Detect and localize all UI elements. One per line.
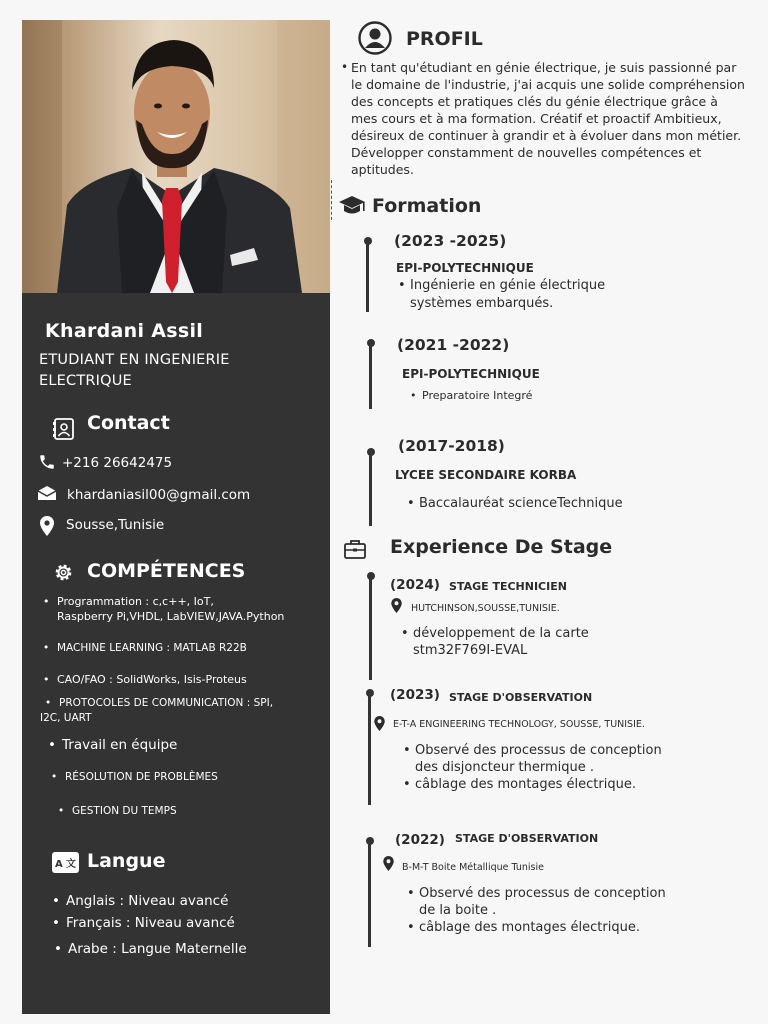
skills-heading: COMPÉTENCES — [87, 560, 246, 582]
experience-title: STAGE D'OBSERVATION — [449, 691, 593, 704]
sidebar — [22, 20, 330, 1014]
skill-item: • MACHINE LEARNING : MATLAB R22B — [57, 642, 247, 654]
skill-item: • PROTOCOLES DE COMMUNICATION : SPI, — [59, 697, 273, 709]
formation-institution: EPI-POLYTECHNIQUE — [402, 367, 540, 381]
experience-place: B-M-T Boite Métallique Tunisie — [402, 862, 544, 873]
profile-photo — [22, 20, 330, 293]
skill-item: • RÉSOLUTION DE PROBLÈMES — [65, 771, 218, 783]
timeline-line — [369, 450, 372, 526]
profile-bullet: • — [341, 60, 349, 74]
person-name: Khardani Assil — [45, 320, 204, 342]
language-item: • Anglais : Niveau avancé — [66, 893, 228, 909]
location-pin-icon — [374, 716, 385, 731]
formation-heading: Formation — [372, 195, 482, 217]
skill-item: • CAO/FAO : SolidWorks, Isis-Proteus — [57, 672, 247, 687]
skill-item-continued: I2C, UART — [40, 712, 92, 724]
section-divider — [331, 180, 332, 220]
person-title-line1: ETUDIANT EN INGENIERIE — [39, 352, 230, 368]
timeline-line — [366, 240, 369, 312]
experience-title: STAGE TECHNICIEN — [449, 580, 567, 593]
profile-line: En tant qu'étudiant en génie électrique, je suis passionné par — [351, 60, 737, 75]
experience-detail: • Observé des processus de conception — [419, 885, 666, 902]
profile-text — [351, 59, 766, 178]
briefcase-icon — [344, 540, 366, 559]
svg-text:文: 文 — [66, 859, 76, 870]
formation-institution: EPI-POLYTECHNIQUE — [396, 261, 534, 275]
phone-icon — [38, 453, 56, 471]
timeline-line — [369, 574, 372, 680]
language-heading: Langue — [87, 850, 166, 872]
contact-location: Sousse,Tunisie — [66, 517, 165, 533]
contact-phone: +216 26642475 — [62, 455, 173, 471]
skill-item: • Travail en équipe — [62, 737, 177, 753]
skill-item-continued: Raspberry Pi,VHDL, LabVIEW,JAVA.Python — [57, 610, 285, 623]
experience-title: STAGE D'OBSERVATION — [455, 832, 599, 845]
formation-years: (2023 -2025) — [394, 232, 507, 250]
svg-text:A: A — [55, 859, 63, 870]
experience-detail: • câblage des montages électrique. — [419, 919, 640, 936]
experience-detail: • développement de la carte — [413, 625, 589, 642]
formation-institution: LYCEE SECONDAIRE KORBA — [395, 468, 577, 482]
profile-line: Développer constamment de nouvelles compétences et — [351, 145, 702, 160]
location-pin-icon — [40, 516, 54, 536]
formation-detail: • Preparatoire Integré — [422, 389, 532, 402]
experience-detail-continued: de la boite . — [419, 903, 497, 918]
language-item: • Français : Niveau avancé — [66, 915, 235, 931]
experience-detail: • câblage des montages électrique. — [415, 776, 636, 793]
profile-line: le domaine de l'industrie, j'ai acquis une solide compréhension — [351, 77, 745, 92]
profile-line: désireux de continuer à grandir et à évoluer dans mon métier. — [351, 128, 742, 143]
skill-item: • Programmation : c,c++, IoT, — [57, 594, 214, 609]
location-pin-icon — [383, 856, 394, 871]
person-title-line2: ELECTRIQUE — [39, 373, 132, 389]
experience-place: HUTCHINSON,SOUSSE,TUNISIE. — [411, 603, 560, 614]
experience-detail-continued: des disjoncteur thermique . — [415, 760, 595, 775]
contact-email: khardaniasil00@gmail.com — [67, 487, 251, 503]
formation-detail: • Ingénierie en génie électrique — [410, 277, 605, 294]
portrait-illustration — [22, 20, 330, 293]
contact-heading: Contact — [87, 412, 170, 434]
experience-year: (2023) — [390, 687, 440, 703]
profile-heading: PROFIL — [406, 28, 483, 50]
experience-place: E-T-A ENGINEERING TECHNOLOGY, SOUSSE, TUNISIE. — [393, 719, 645, 730]
language-item: • Arabe : Langue Maternelle — [68, 941, 247, 957]
profile-line: des concepts et pratiques clés du génie électrique grâce à — [351, 94, 718, 109]
formation-detail: • Baccalauréat scienceTechnique — [419, 495, 623, 512]
profile-line: aptitudes. — [351, 162, 414, 177]
experience-detail-continued: stm32F769I-EVAL — [413, 643, 528, 658]
experience-detail: • Observé des processus de conception — [415, 742, 662, 759]
email-icon — [37, 485, 57, 501]
experience-year: (2022) — [395, 832, 445, 848]
profile-line: mes cours et à ma formation. Créatif et proactif Ambitieux, — [351, 111, 722, 126]
contact-card-icon — [53, 417, 75, 441]
formation-detail-continued: systèmes embarqués. — [410, 296, 554, 311]
timeline-line — [368, 691, 371, 805]
location-pin-icon — [391, 598, 402, 613]
experience-heading: Experience De Stage — [390, 536, 613, 558]
formation-years: (2017-2018) — [398, 437, 505, 455]
user-circle-icon — [358, 21, 392, 55]
gear-icon — [52, 561, 75, 584]
experience-year: (2024) — [390, 577, 440, 593]
translate-icon — [52, 852, 79, 873]
formation-years: (2021 -2022) — [397, 336, 510, 354]
timeline-line — [368, 839, 371, 947]
skill-item: • GESTION DU TEMPS — [72, 805, 177, 817]
graduation-cap-icon — [338, 195, 366, 217]
timeline-line — [369, 341, 372, 409]
